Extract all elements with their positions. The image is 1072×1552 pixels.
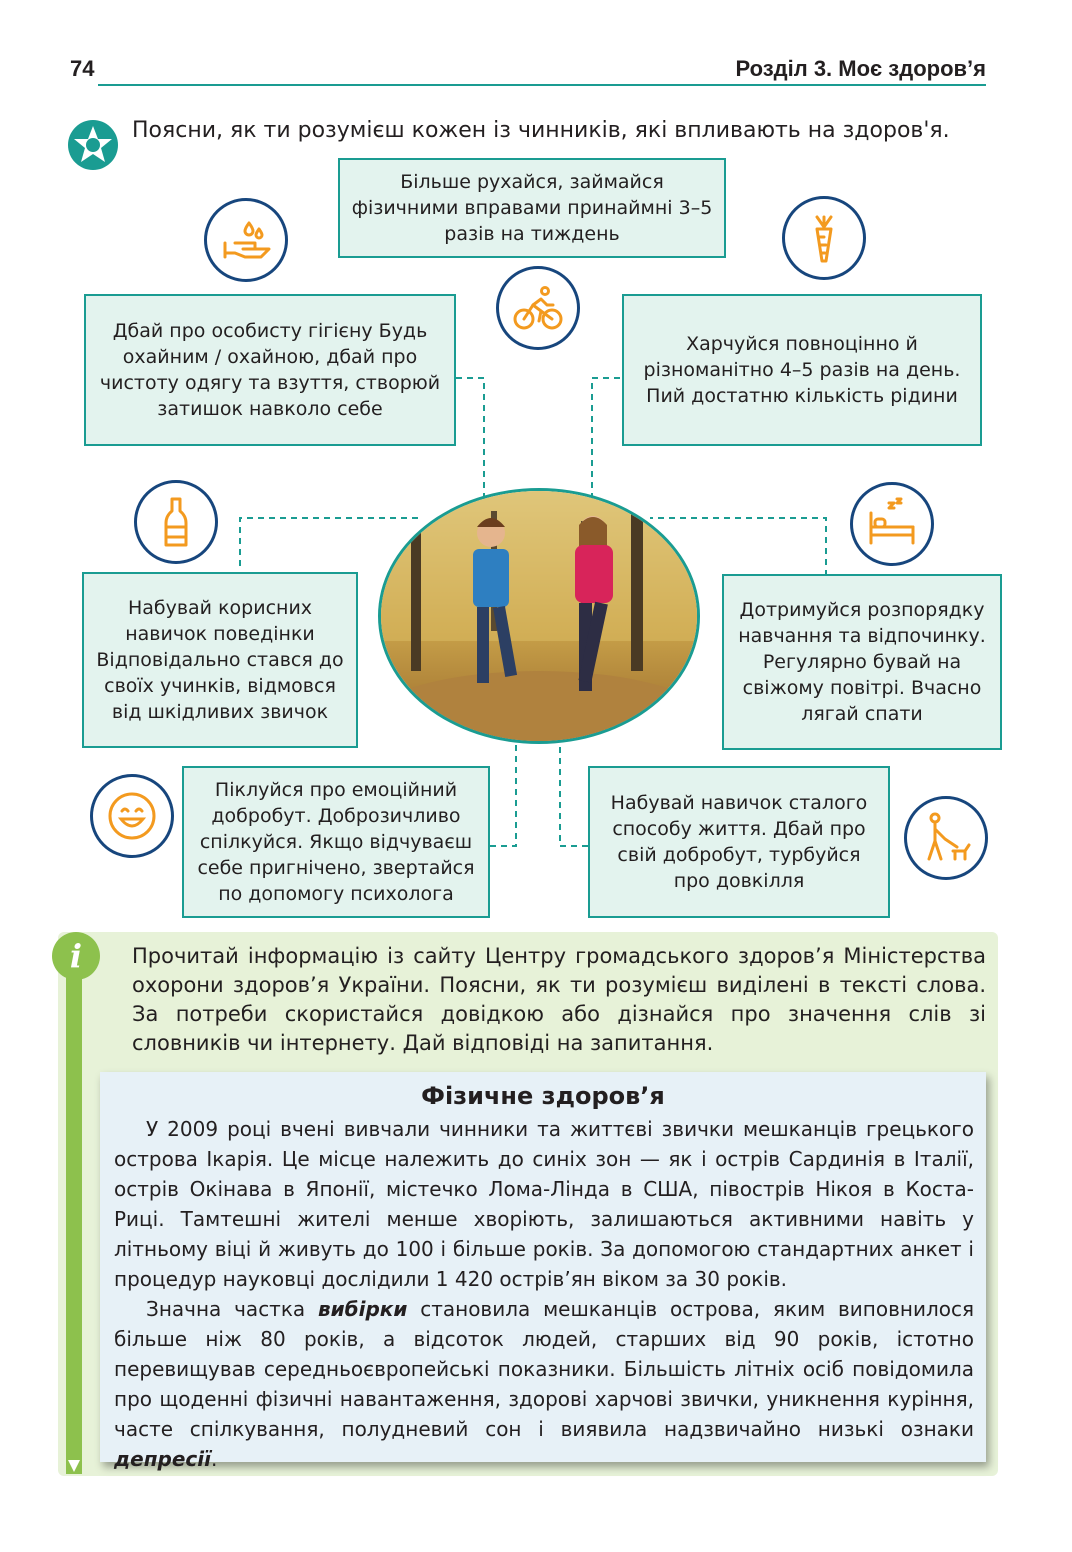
smile-icon <box>90 774 174 858</box>
info-side-bar <box>66 968 82 1474</box>
handwash-icon <box>204 198 288 282</box>
paragraph-text: становила мешканців острова, яким виповнилося більше ніж 80 років, а відсоток людей, старших від 90 років, істотно перевищував середньоєвропейські показники. Більшість літніх осіб повідомила про щоденні фізичні навантаження, здорові харчові звички, уникнення куріння, часте спілкування, полудневий сон і виявила надзвичайно низькі ознаки <box>114 1297 975 1441</box>
page-number: 74 <box>70 56 95 81</box>
arrow-down-icon <box>66 1458 82 1474</box>
info-icon: i <box>52 932 100 980</box>
carrot-icon <box>782 196 866 280</box>
cyclist-icon <box>496 266 580 350</box>
factor-emotional-box: Піклуйся про емоційний добробут. Доброзичливо спілкуйся. Якщо відчуваєш себе пригнічено, звертайся по допомогу психолога <box>182 766 490 918</box>
factor-movement-box: Більше рухайся, займайся фізичними вправами принаймні 3–5 разів на тиждень <box>338 158 726 258</box>
article-paragraph-1: У 2009 році вчені вивчали чинники та життєві звички мешканців грецького острова Ікарія. Це місце належить до синіх зон — як і острів Сардинія в Італії, острів Окінава в Японії, містечко Лома-Лінда в США, півострів Нікоя в Коста-Риці. Тамтешні жителі менше хворіють, залишаються активними навіть у літньому віці й живуть до 100 і більше років. За допомогою стандартних анкет і процедур науковці дослідили 1 420 острів’ян віком за 30 років. <box>114 1117 974 1291</box>
factor-hygiene-box: Дбай про особисту гігієну Будь охайним / охайною, дбай про чистоту одягу та взуття, створюй затишок навколо себе <box>84 294 456 446</box>
dog-walk-icon <box>904 796 988 880</box>
article-paragraph-2 <box>114 1294 974 1474</box>
highlighted-term-sample: вибірки <box>318 1297 408 1321</box>
article-card <box>100 1072 986 1471</box>
bed-icon <box>850 482 934 566</box>
info-instruction: Прочитай інформацію із сайту Центру громадського здоров’я Міністерства охорони здоров’я України. Поясни, як ти розумієш виділені в тексті слова. За потреби скористайся довідкою або дізнайся про значення слів зі словників чи інтернету. Дай відповіді на запитання. <box>132 944 986 1055</box>
paragraph-text: . <box>210 1447 218 1471</box>
runners-photo <box>378 488 700 744</box>
chapter-title: Розділ 3. Моє здоров’я <box>735 56 986 81</box>
task-instruction: Поясни, як ти розумієш кожен із чинників, які впливають на здоров'я. <box>132 118 950 143</box>
factor-sustainable-box: Набувай навичок сталого способу життя. Дбай про свій добробут, турбуйся про довкілля <box>588 766 890 918</box>
bottle-icon <box>134 480 218 564</box>
article-title: Фізичне здоров’я <box>421 1082 665 1110</box>
factor-nutrition-box: Харчуйся повноцінно й різноманітно 4–5 разів на день. Пий достатню кількість рідини <box>622 294 982 446</box>
paragraph-text: Значна частка <box>146 1297 318 1321</box>
factor-habits-box: Набувай корисних навичок поведінки Відповідально стався до своїх учинків, відмовся від шкідливих звичок <box>82 572 358 748</box>
highlighted-term-depression: депресії <box>114 1447 211 1471</box>
factor-routine-box: Дотримуйся розпорядку навчання та відпочинку. Регулярно бувай на свіжому повітрі. Вчасно лягай спати <box>722 574 1002 750</box>
